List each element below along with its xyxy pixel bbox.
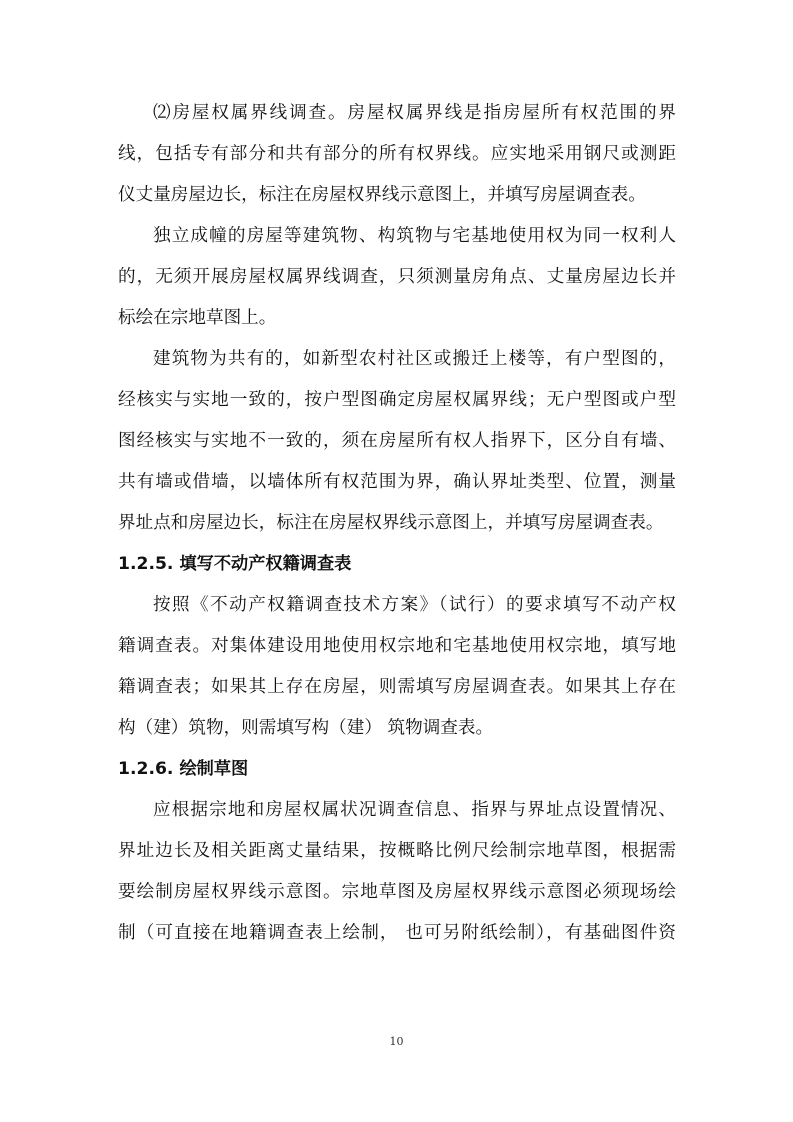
paragraph-line: 建筑物为共有的，如新型农村社区或搬迁上楼等，有户型图的， bbox=[153, 349, 676, 369]
paragraph-line: 籍调查表；如果其上存在房屋，则需填写房屋调查表。如果其上存在 bbox=[118, 677, 676, 697]
paragraph-line: 独立成幢的房屋等建筑物、构筑物与宅基地使用权为同一权利人 bbox=[153, 226, 676, 246]
paragraph-line: ⑵房屋权属界线调查。房屋权属界线是指房屋所有权范围的界 bbox=[153, 103, 676, 123]
paragraph-line: 界址边长及相关距离丈量结果，按概略比例尺绘制宗地草图，根据需 bbox=[118, 841, 676, 861]
paragraph-line: 仪丈量房屋边长，标注在房屋权界线示意图上，并填写房屋调查表。 bbox=[118, 185, 646, 205]
paragraph-line: 按照《不动产权籍调查技术方案》（试行）的要求填写不动产权 bbox=[153, 595, 676, 615]
paragraph-line: 标绘在宗地草图上。 bbox=[118, 308, 277, 328]
paragraph-line: 籍调查表。对集体建设用地使用权宗地和宅基地使用权宗地，填写地 bbox=[118, 636, 676, 656]
paragraph-line: 界址点和房屋边长，标注在房屋权界线示意图上，并填写房屋调查表。 bbox=[118, 513, 664, 533]
paragraph-line: 应根据宗地和房屋权属状况调查信息、指界与界址点设置情况、 bbox=[153, 800, 676, 820]
paragraph-line: 构（建）筑物，则需填写构（建） 筑物调查表。 bbox=[118, 718, 494, 738]
paragraph-line: 共有墙或借墙，以墙体所有权范围为界，确认界址类型、位置，测量 bbox=[118, 472, 676, 492]
paragraph-line: 经核实与实地一致的，按户型图确定房屋权属界线；无户型图或户型 bbox=[118, 390, 676, 410]
paragraph-line: 的，无须开展房屋权属界线调查，只须测量房角点、丈量房屋边长并 bbox=[118, 267, 676, 287]
paragraph-line: 图经核实与实地不一致的，须在房屋所有权人指界下，区分自有墙、 bbox=[118, 431, 676, 451]
body-text bbox=[118, 93, 676, 954]
paragraph-line: 要绘制房屋权界线示意图。宗地草图及房屋权界线示意图必须现场绘 bbox=[118, 882, 676, 902]
page-number: 10 bbox=[389, 1035, 404, 1048]
paragraph-line: 制（可直接在地籍调查表上绘制， 也可另附纸绘制），有基础图件资 bbox=[118, 923, 676, 943]
section-heading-1-2-5: 1.2.5. 填写不动产权籍调查表 bbox=[118, 554, 352, 574]
section-heading-1-2-6: 1.2.6. 绘制草图 bbox=[118, 759, 249, 779]
paragraph-line: 线，包括专有部分和共有部分的所有权界线。应实地采用钢尺或测距 bbox=[118, 144, 676, 164]
